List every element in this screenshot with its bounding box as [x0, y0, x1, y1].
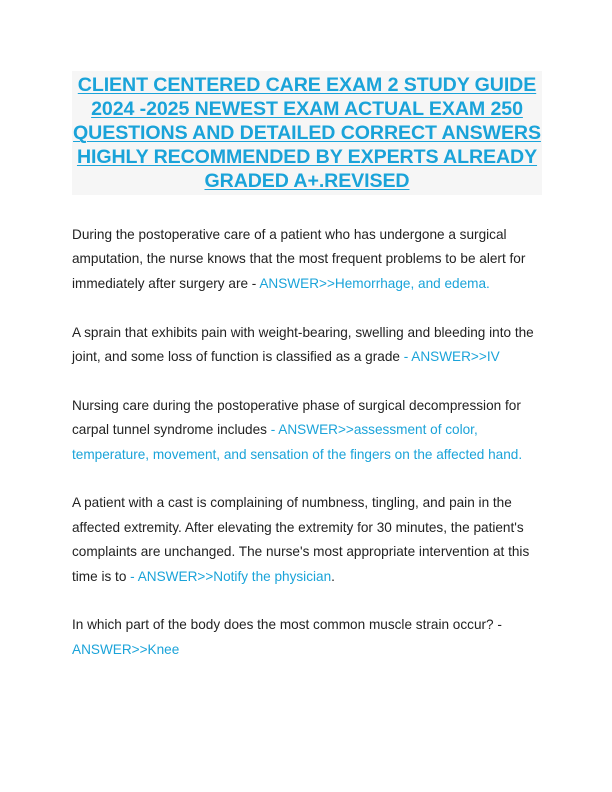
answer-text: ANSWER>>Knee [72, 641, 180, 657]
document-title: CLIENT CENTERED CARE EXAM 2 STUDY GUIDE 2024 -2025 NEWEST EXAM ACTUAL EXAM 250 QUESTIONS AND DETAILED CORRECT ANSWERS HIGHLY RECOMMENDED BY EXPERTS ALREADY GRADED A+.REVISED [73, 74, 541, 192]
qa-item [72, 223, 548, 296]
answer-text: - ANSWER>>Notify the physician [130, 568, 332, 584]
answer-suffix: . [331, 568, 335, 584]
question-text: During the postoperative care of a patient who has undergone a surgical amputation, the nurse knows that the most frequent problems to be alert for immediately after surgery are - [72, 227, 526, 291]
qa-item [72, 613, 548, 662]
qa-item [72, 321, 548, 370]
answer-text: - ANSWER>>assessment of color, temperature, movement, and sensation of the fingers on the affected hand. [72, 422, 523, 462]
question-text: In which part of the body does the most common muscle strain occur? - [72, 617, 502, 633]
question-text: A patient with a cast is complaining of numbness, tingling, and pain in the affected extremity. After elevating the extremity for 30 minutes, the patient's complaints are unchanged. The nurse's most appropriate intervention at this time is to [72, 495, 530, 584]
document-body [72, 223, 548, 687]
answer-text: ANSWER>>Hemorrhage, and edema. [259, 275, 490, 291]
question-text: Nursing care during the postoperative phase of surgical decompression for carpal tunnel syndrome includes [72, 397, 521, 438]
qa-item [72, 394, 548, 467]
qa-item [72, 491, 548, 589]
title-box [72, 71, 542, 195]
answer-text: - ANSWER>>IV [403, 349, 500, 365]
question-text: A sprain that exhibits pain with weight-bearing, swelling and bleeding into the joint, and some loss of function is classified as a grade [72, 324, 534, 365]
